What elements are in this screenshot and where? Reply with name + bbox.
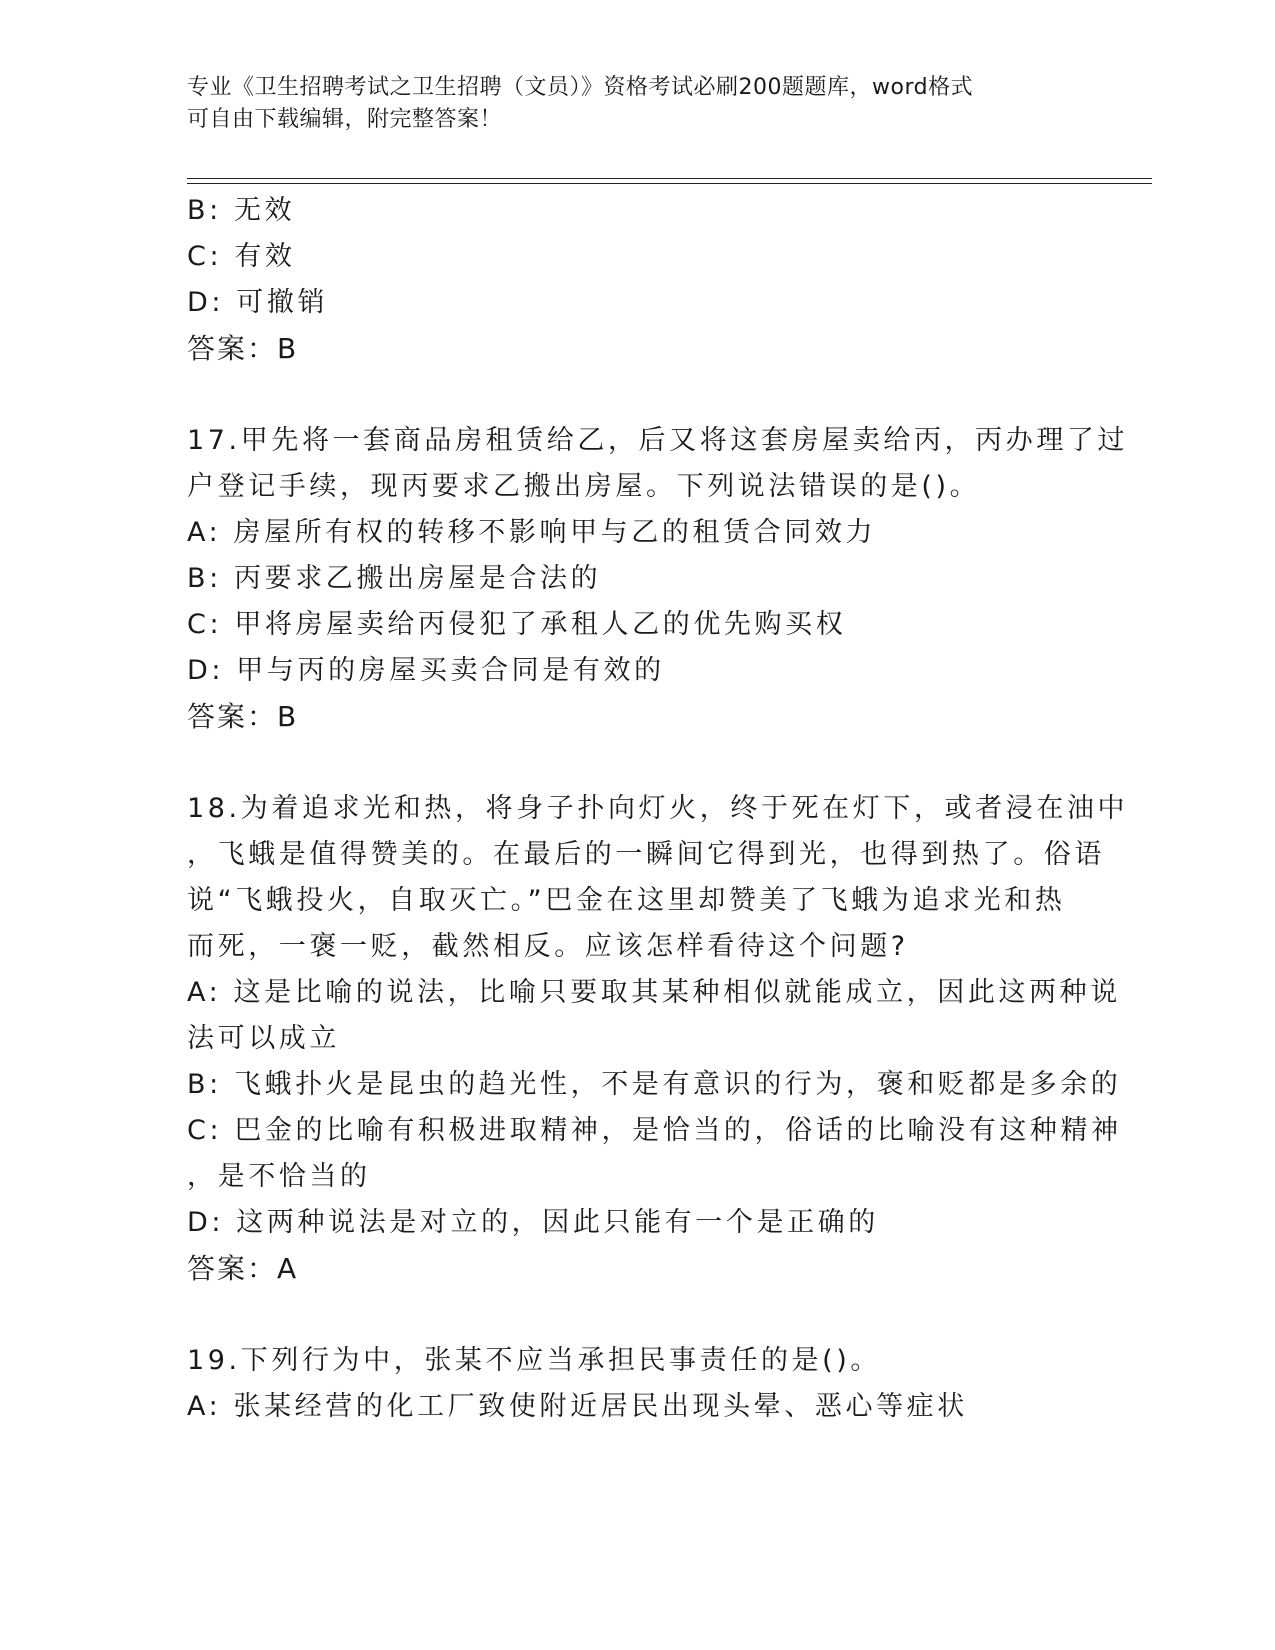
question-18: [187, 786, 1129, 1292]
q18-stem-line4: 而死，一褒一贬，截然相反。应该怎样看待这个问题?: [187, 931, 909, 962]
q16-option-b: B: 无效: [187, 195, 296, 226]
q18-option-a-line1: A: 这是比喻的说法，比喻只要取其某种相似就能成立，因此这两种说: [187, 977, 1121, 1008]
q18-option-c-line2: ，是不恰当的: [187, 1161, 371, 1192]
spacer: [187, 372, 1087, 418]
q17-option-c: C: 甲将房屋卖给丙侵犯了承租人乙的优先购买权: [187, 609, 847, 640]
question-16-tail: [187, 188, 1087, 372]
q16-option-c: C: 有效: [187, 241, 296, 272]
q18-option-d: D: 这两种说法是对立的，因此只能有一个是正确的: [187, 1207, 879, 1238]
q18-option-a-line2: 法可以成立: [187, 1023, 340, 1054]
q18-answer: 答案：A: [187, 1252, 299, 1285]
q17-option-a: A: 房屋所有权的转移不影响甲与乙的租赁合同效力: [187, 517, 877, 548]
spacer: [187, 1292, 1087, 1338]
q17-stem-line1: 17.甲先将一套商品房租赁给乙，后又将这套房屋卖给丙，丙办理了过: [187, 425, 1129, 456]
q16-option-d: D: 可撤销: [187, 287, 329, 318]
q18-stem-line3: 说“飞蛾投火，自取灭亡。”巴金在这里却赞美了飞蛾为追求光和热: [187, 885, 1066, 916]
q17-stem-line2: 户登记手续，现丙要求乙搬出房屋。下列说法错误的是()。: [187, 471, 981, 502]
document-body: [187, 188, 1129, 1430]
header-double-rule: [187, 178, 1152, 184]
q17-option-b: B: 丙要求乙搬出房屋是合法的: [187, 563, 602, 594]
question-17: [187, 418, 1129, 740]
header-title-line2: 可自由下载编辑，附完整答案！: [187, 107, 503, 132]
q19-option-a: A: 张某经营的化工厂致使附近居民出现头晕、恶心等症状: [187, 1391, 968, 1422]
q17-option-d: D: 甲与丙的房屋买卖合同是有效的: [187, 655, 665, 686]
q16-answer: 答案：B: [187, 332, 299, 365]
q18-option-c-line1: C: 巴金的比喻有积极进取精神，是恰当的，俗话的比喻没有这种精神: [187, 1115, 1122, 1146]
q17-answer: 答案：B: [187, 700, 299, 733]
spacer: [187, 740, 1087, 786]
q18-stem-line2: ，飞蛾是值得赞美的。在最后的一瞬间它得到光，也得到热了。俗语: [187, 839, 1105, 870]
question-19: [187, 1338, 1087, 1430]
q19-stem-line1: 19.下列行为中，张某不应当承担民事责任的是()。: [187, 1345, 882, 1376]
header-title-line1: 专业《卫生招聘考试之卫生招聘（文员）》资格考试必刷200题题库，word格式: [187, 75, 974, 100]
document-header: [187, 72, 1067, 136]
q18-stem-line1: 18.为着追求光和热，将身子扑向灯火，终于死在灯下，或者浸在油中: [187, 793, 1129, 824]
q18-option-b: B: 飞蛾扑火是昆虫的趋光性，不是有意识的行为，褒和贬都是多余的: [187, 1069, 1122, 1100]
